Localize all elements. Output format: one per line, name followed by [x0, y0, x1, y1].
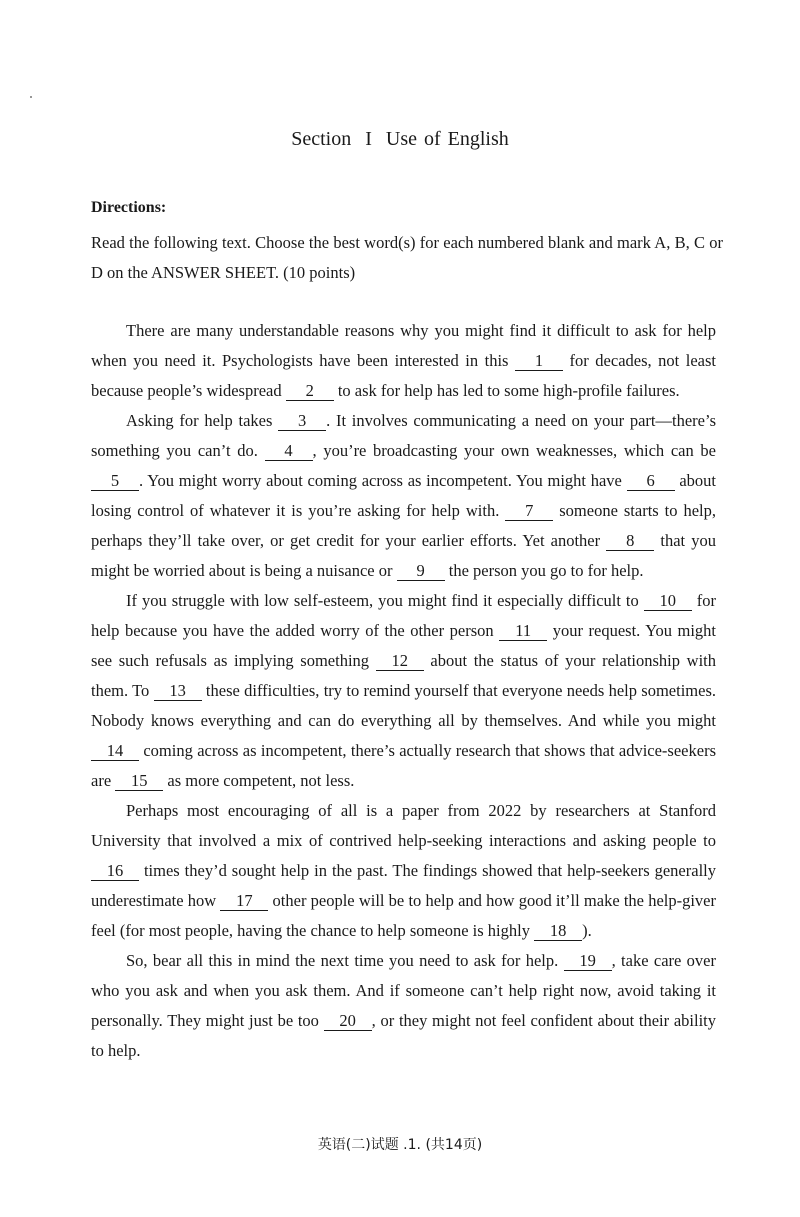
- blank-2: 2: [286, 382, 334, 401]
- blank-20: 20: [324, 1012, 372, 1031]
- directions-text: Read the following text. Choose the best word(s) for each numbered blank and mark A, B, C or D on the ANSWER SHEET. (10 points): [91, 233, 723, 282]
- blank-6: 6: [627, 472, 675, 491]
- blank-12: 12: [376, 652, 424, 671]
- blank-10: 10: [644, 592, 692, 611]
- blank-14: 14: [91, 742, 139, 761]
- blank-11: 11: [499, 622, 547, 641]
- blank-3: 3: [278, 412, 326, 431]
- passage-paragraph: Perhaps most encouraging of all is a paper from 2022 by researchers at Stanford University that involved a mix of contrived help-seeking interactions and asking people to 16 times they’d sought help in the past. The findings showed that help-seekers generally underestimate how 17 other people will be to help and how good it’ll make the help-giver feel (for most people, having the chance to help someone is highly 18 ).: [91, 801, 716, 940]
- scan-speck: [30, 96, 32, 98]
- passage-paragraph: Asking for help takes 3 . It involves communicating a need on your part—there’s something you can’t do. 4 , you’re broadcasting your own weaknesses, which can be 5 . You might worry about coming across as incompetent. You might have 6 about losing control of whatever it is you’re asking for help with. 7 someone starts to help, perhaps they’ll take over, or get credit for your earlier efforts. Yet another 8 that you might be worried about is being a nuisance or 9 the person you go to for help.: [91, 411, 717, 580]
- cloze-passage: [91, 316, 716, 1066]
- blank-1: 1: [515, 352, 563, 371]
- section-numeral: I: [365, 128, 372, 150]
- blank-5: 5: [91, 472, 139, 491]
- blank-8: 8: [606, 532, 654, 551]
- blank-17: 17: [220, 892, 268, 911]
- passage-paragraph: So, bear all this in mind the next time you need to ask for help. 19 , take care over who you ask and when you ask them. And if someone can’t help right now, avoid taking it personally. They might just be too 20 , or they might not feel confident about their ability to help.: [91, 951, 716, 1060]
- blank-18: 18: [534, 922, 582, 941]
- blank-15: 15: [115, 772, 163, 791]
- section-label: Section: [291, 128, 352, 150]
- blank-16: 16: [91, 862, 139, 881]
- blank-9: 9: [397, 562, 445, 581]
- blank-4: 4: [265, 442, 313, 461]
- blank-13: 13: [154, 682, 202, 701]
- passage-paragraph: If you struggle with low self-esteem, you might find it especially difficult to 10 for help because you have the added worry of the other person 11 your request. You might see such refusals as implying something 12 about the status of your relationship with them. To 13 these difficulties, try to remind yourself that everyone needs help sometimes. Nobody knows everything and can do everything all by themselves. And while you might 14 coming across as incompetent, there’s actually research that shows that advice-seekers are 15 as more competent, not less.: [91, 591, 717, 790]
- directions-heading: Directions:: [91, 199, 167, 216]
- section-title: [0, 128, 800, 151]
- page-footer: 英语(二)试题 .1. (共14页): [317, 1137, 483, 1153]
- blank-7: 7: [505, 502, 553, 521]
- blank-19: 19: [564, 952, 612, 971]
- passage-paragraph: There are many understandable reasons why you might find it difficult to ask for help when you need it. Psychologists have been interested in this 1 for decades, not least because people’s widespread 2 to ask for help has led to some high-profile failures.: [91, 321, 716, 400]
- section-heading: Use of English: [385, 128, 509, 150]
